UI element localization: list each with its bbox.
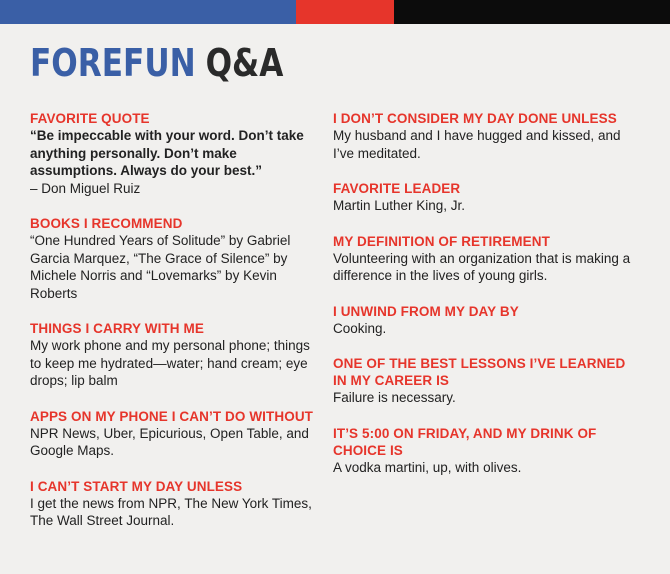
qa-heading: FAVORITE LEADER [333,181,461,196]
qa-retirement [333,233,633,285]
qa-heading: BOOKS I RECOMMEND [30,216,183,231]
qa-apps [30,408,320,460]
qa-answer: My husband and I have hugged and kissed, and I’ve meditated. [333,128,621,161]
qa-heading: THINGS I CARRY WITH ME [30,321,204,336]
qa-heading: ONE OF THE BEST LESSONS I’VE LEARNED IN MY CAREER IS [333,356,626,388]
qa-favorite-leader [333,180,633,215]
qa-books [30,215,320,302]
title-qa: Q&A [205,41,284,85]
qa-answer: Cooking. [333,320,387,336]
title-forefun: FOREFUN [30,41,196,85]
qa-start-day [30,478,320,530]
right-column [333,110,633,494]
qa-answer: Volunteering with an organization that is making a difference in the lives of young girls. [333,250,631,283]
color-bar [0,0,670,24]
qa-drink [333,425,633,477]
qa-heading: I DON’T CONSIDER MY DAY DONE UNLESS [333,111,617,126]
left-column [30,110,320,548]
qa-heading: MY DEFINITION OF RETIREMENT [333,233,550,249]
qa-heading: IT’S 5:00 ON FRIDAY, AND MY DRINK OF CHOICE IS [333,425,597,458]
color-bar-black [394,0,670,24]
color-bar-red [296,0,394,24]
qa-unwind [333,303,633,338]
qa-heading: FAVORITE QUOTE [30,111,150,126]
qa-answer: NPR News, Uber, Epicurious, Open Table, and Google Maps. [30,425,309,458]
qa-things-carry [30,320,320,390]
qa-heading: I UNWIND FROM MY DAY BY [333,303,519,319]
qa-heading: I CAN’T START MY DAY UNLESS [30,478,243,494]
qa-day-done [333,110,633,162]
qa-answer: “One Hundred Years of Solitude” by Gabriel Garcia Marquez, “The Grace of Silence” by Michele Norris and “Lovemarks” by Kevin Roberts [30,233,291,301]
color-bar-blue [0,0,296,24]
qa-answer: Martin Luther King, Jr. [333,198,466,213]
qa-answer: Failure is necessary. [333,390,456,405]
qa-answer: My work phone and my personal phone; things to keep me hydrated—water; hand cream; eye drops; lip balm [30,338,310,388]
qa-favorite-quote [30,110,320,197]
quote-author: – Don Miguel Ruiz [30,180,141,196]
qa-heading: APPS ON MY PHONE I CAN’T DO WITHOUT [30,408,314,424]
qa-answer: I get the news from NPR, The New York Times, The Wall Street Journal. [30,495,312,528]
qa-best-lesson [333,355,633,407]
quote-text: “Be impeccable with your word. Don’t take anything personally. Don’t make assumptions. Always do your best.” [30,128,304,178]
qa-answer: A vodka martini, up, with olives. [333,459,522,475]
page-title [30,40,283,86]
